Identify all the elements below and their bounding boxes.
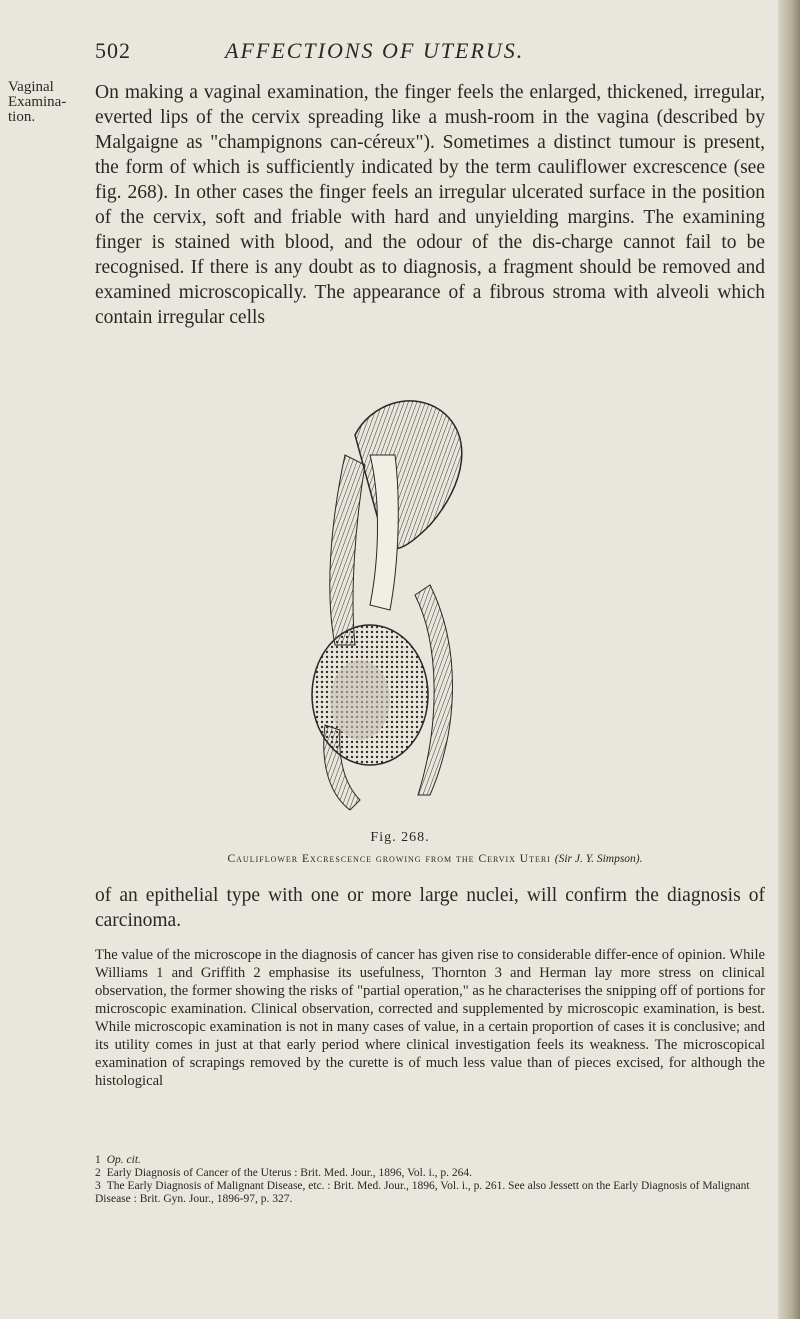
footnote	[95, 1167, 765, 1180]
small-print-paragraph: The value of the microscope in the diagnosis of cancer has given rise to considerable differ-ence of opinion. While Williams 1 and Griffith 2 emphasise its usefulness, Thornton 3 and Herman lay more stress on clinical observation, the former showing the risks of "partial operation," as he characterises the snipping off of portions for microscopic examination. Clinical observation, corrected and supplemented by microscopic examination, is best. While microscopic examination is not in many cases of value, in a certain proportion of cases it is conclusive; and its utility comes in just at that early period where clinical investigation feels its weakness. The microscopical examination of scrapings removed by the curette is of much less value than of pieces excised, for although the histological	[95, 947, 765, 1089]
page-header	[95, 38, 775, 68]
footnote	[95, 1154, 765, 1167]
figure-caption-text: Cauliflower Excrescence growing from the Cervix Uteri	[227, 853, 551, 865]
margin-note	[8, 80, 78, 125]
footnotes	[95, 1154, 765, 1206]
margin-note-line: Examina-	[8, 94, 67, 110]
margin-note-line: tion.	[8, 109, 36, 125]
footnote-number: 2	[95, 1167, 101, 1179]
footnote-number: 1	[95, 1154, 101, 1166]
footnote-text: The Early Diagnosis of Malignant Disease, etc. : Brit. Med. Jour., 1896, Vol. i., p. 261. See also Jessett on the Early Diagnosis of Malignant Disease : Brit. Gyn. Jour., 1896-97, p. 327.	[95, 1180, 750, 1205]
figure-label: Fig. 268.	[370, 830, 430, 845]
body-paragraph-continued: of an epithelial type with one or more large nuclei, will confirm the diagnosis of carcinoma.	[95, 885, 765, 931]
running-head: AFFECTIONS OF UTERUS.	[225, 38, 525, 63]
page-number: 502	[95, 38, 131, 63]
footnote-text: Early Diagnosis of Cancer of the Uterus : Brit. Med. Jour., 1896, Vol. i., p. 264.	[106, 1167, 473, 1179]
margin-note-line: Vaginal	[8, 79, 54, 95]
footnote-text: Op. cit.	[106, 1154, 141, 1166]
figure-engraving	[300, 395, 480, 825]
cauliflower-excrescence-illustration	[300, 395, 480, 825]
footnote	[95, 1180, 765, 1206]
figure-caption	[95, 853, 775, 865]
figure-caption-author: (Sir J. Y. Simpson).	[554, 853, 643, 865]
body-paragraph: On making a vaginal examination, the finger feels the enlarged, thickened, irregular, everted lips of the cervix spreading like a mush-room in the vagina (described by Malgaigne as "champignons can-céreux"). Sometimes a distinct tumour is present, the form of which is sufficiently indicated by the term cauliflower excrescence (see fig. 268). In other cases the finger feels an irregular ulcerated surface in the position of the cervix, soft and friable with hard and unyielding margins. The examining finger is stained with blood, and the odour of the dis-charge cannot fail to be recognised. If there is any doubt as to diagnosis, a fragment should be removed and examined microscopically. The appearance of a fibrous stroma with alveoli which contain irregular cells	[95, 82, 765, 328]
page-edge	[778, 0, 800, 1319]
footnote-number: 3	[95, 1180, 101, 1192]
